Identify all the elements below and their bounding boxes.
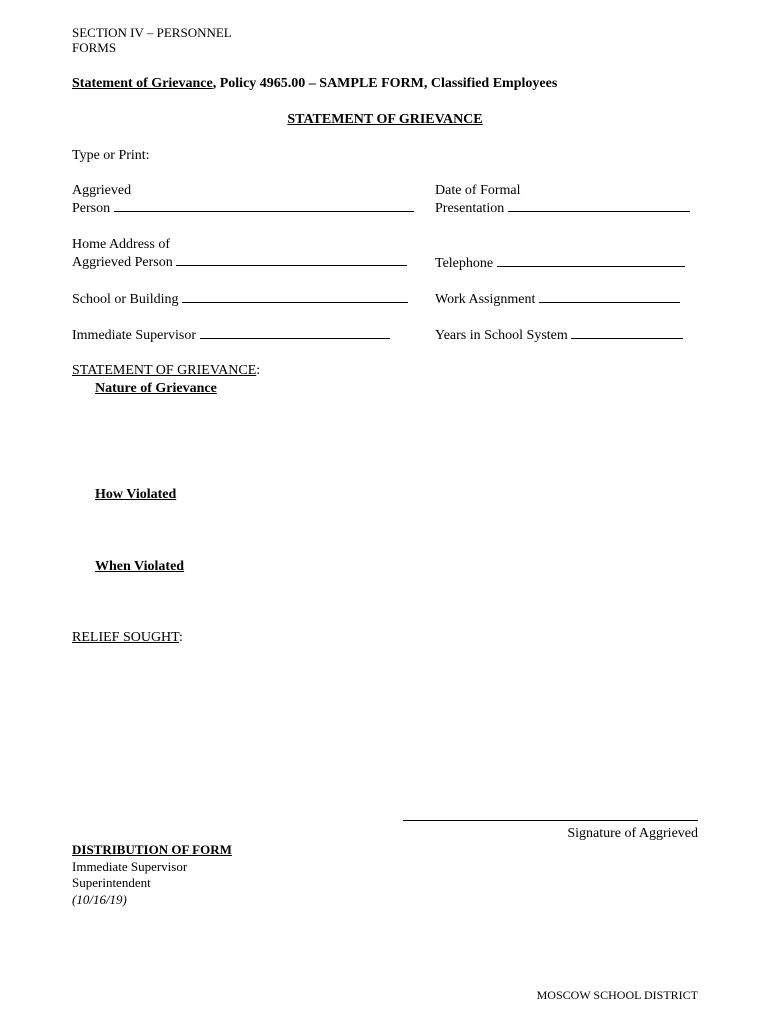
date-of-formal-presentation-field[interactable] (435, 182, 690, 217)
form-heading: STATEMENT OF GRIEVANCE (287, 112, 483, 127)
revision-date: (10/16/19) (72, 891, 127, 907)
signature-line[interactable] (403, 820, 698, 821)
statement-of-grievance-heading (72, 362, 260, 379)
relief-sought-heading (72, 629, 183, 646)
telephone-blank[interactable] (497, 254, 685, 267)
nature-of-grievance-heading: Nature of Grievance (95, 381, 217, 396)
school-building-blank[interactable] (182, 290, 408, 303)
signature-label: Signature of Aggrieved (567, 826, 698, 841)
section-header-line2: FORMS (72, 40, 117, 55)
work-assignment-field[interactable] (435, 290, 680, 308)
telephone-label: Telephone (435, 256, 494, 271)
relief-sought-label: RELIEF SOUGHT (72, 630, 180, 645)
document-title-main: Statement of Grievance (72, 76, 213, 91)
home-address-label-line2: Aggrieved Person (72, 255, 173, 270)
telephone-field[interactable] (435, 254, 685, 272)
years-in-school-system-label: Years in School System (435, 328, 568, 343)
immediate-supervisor-field[interactable] (72, 326, 390, 344)
distribution-heading: DISTRIBUTION OF FORM (72, 842, 232, 857)
statement-colon: : (256, 363, 261, 378)
work-assignment-blank[interactable] (539, 290, 680, 303)
distribution-item: Immediate Supervisor (72, 858, 188, 874)
document-title-rest: , Policy 4965.00 – SAMPLE FORM, Classified Employees (212, 76, 558, 91)
type-or-print-label: Type or Print: (72, 148, 150, 163)
distribution-block (72, 842, 232, 908)
footer-district: MOSCOW SCHOOL DISTRICT (536, 988, 698, 1002)
section-header (72, 25, 232, 55)
years-in-school-system-field[interactable] (435, 326, 683, 344)
aggrieved-person-label-line2: Person (72, 201, 111, 216)
distribution-item: Superintendent (72, 875, 151, 890)
document-title (72, 75, 557, 92)
home-address-blank[interactable] (176, 253, 407, 266)
statement-of-grievance-label: STATEMENT OF GRIEVANCE (72, 363, 257, 378)
how-violated-heading: How Violated (95, 487, 177, 502)
years-in-school-system-blank[interactable] (571, 326, 683, 339)
section-header-line1: SECTION IV – PERSONNEL (72, 25, 232, 40)
relief-colon: : (179, 630, 183, 645)
aggrieved-person-label-line1: Aggrieved (72, 183, 132, 198)
date-formal-blank[interactable] (508, 199, 690, 212)
school-building-field[interactable] (72, 290, 408, 308)
school-building-label: School or Building (72, 292, 179, 307)
date-formal-label-line1: Date of Formal (435, 183, 521, 198)
aggrieved-person-field[interactable] (72, 182, 414, 217)
when-violated-heading: When Violated (95, 559, 185, 574)
home-address-label-line1: Home Address of (72, 237, 170, 252)
work-assignment-label: Work Assignment (435, 292, 536, 307)
aggrieved-person-blank[interactable] (114, 199, 414, 212)
immediate-supervisor-blank[interactable] (200, 326, 390, 339)
home-address-field[interactable] (72, 236, 407, 271)
immediate-supervisor-label: Immediate Supervisor (72, 328, 197, 343)
date-formal-label-line2: Presentation (435, 201, 505, 216)
